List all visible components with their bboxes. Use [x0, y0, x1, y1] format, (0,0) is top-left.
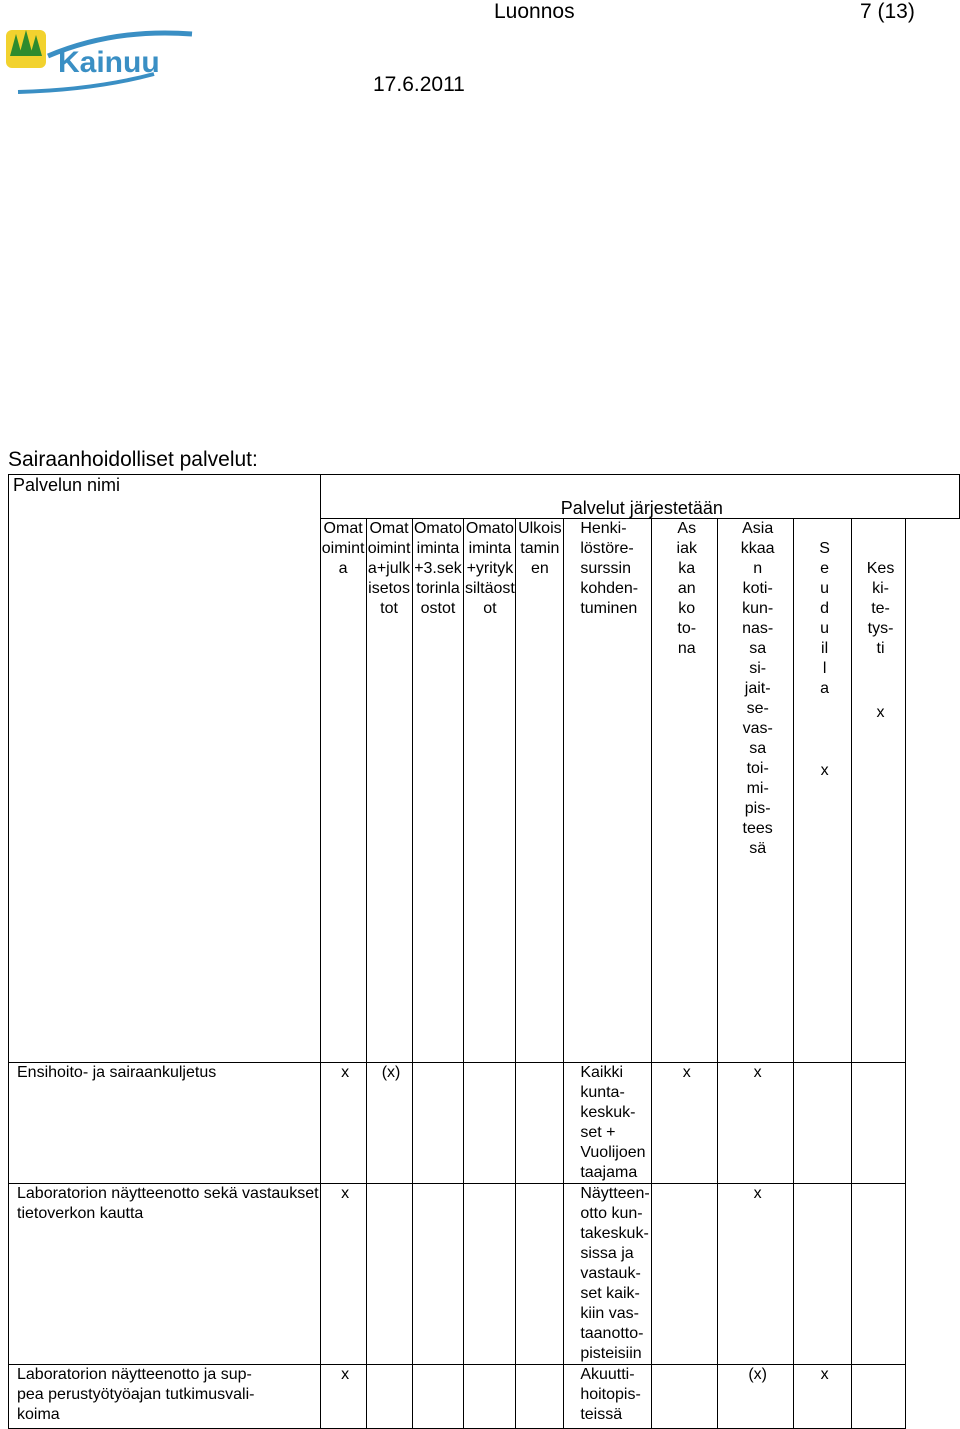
page-number: 7 (13) [860, 0, 915, 23]
col-header-9-label: S e u d u il l a [819, 540, 830, 697]
row-cell-4 [464, 1184, 516, 1365]
col-header-5: Ulkoistaminen [516, 519, 564, 1063]
table-spacer [906, 519, 960, 1063]
table-row [9, 1184, 960, 1365]
col-header-2: Omatoiminta+julkisetostot [366, 519, 412, 1063]
kainuu-logo [4, 26, 194, 98]
service-name-header: Palvelun nimi [9, 475, 321, 1063]
row-cell-5 [516, 1184, 564, 1365]
row-cell-5 [516, 1365, 564, 1429]
table-spacer [906, 1184, 960, 1365]
table-spacer [906, 1063, 960, 1184]
table-spacer [906, 1365, 960, 1429]
document-date: 17.6.2011 [373, 73, 465, 96]
services-table [8, 474, 960, 1429]
table-row [9, 1063, 960, 1184]
row-cell-6: Näytteen- otto kun- takeskuk- sissa ja vastauk- set kaik- kiin vas- taanotto- pisteisiin [564, 1184, 652, 1365]
row-cell-8: x [718, 1063, 794, 1184]
row-cell-2: (x) [366, 1063, 412, 1184]
row-cell-9: x [794, 1365, 852, 1429]
row-cell-1: x [320, 1063, 366, 1184]
row-cell-7 [652, 1365, 718, 1429]
row-cell-7: x [652, 1063, 718, 1184]
col-header-1: Omatoiminta [320, 519, 366, 1063]
row-cell-3 [412, 1184, 464, 1365]
row-cell-8: (x) [718, 1365, 794, 1429]
row-cell-6: Akuutti- hoitopis- teissä [564, 1365, 652, 1429]
col-header-9-mark: x [820, 762, 829, 779]
col-header-10-mark: x [876, 704, 885, 721]
row-service-name: Ensihoito- ja sairaankuljetus [9, 1063, 321, 1184]
col-header-9 [794, 519, 852, 1063]
row-cell-3 [412, 1063, 464, 1184]
row-cell-5 [516, 1063, 564, 1184]
row-cell-3 [412, 1365, 464, 1429]
row-cell-1: x [320, 1184, 366, 1365]
row-cell-1: x [320, 1365, 366, 1429]
section-title: Sairaanhoidolliset palvelut: [8, 448, 258, 471]
row-cell-2 [366, 1365, 412, 1429]
row-service-name: Laboratorion näytteenotto ja sup- pea perustyötyöajan tutkimusvali- koima [9, 1365, 321, 1429]
row-cell-10 [852, 1063, 906, 1184]
document-status: Luonnos [494, 0, 575, 23]
col-header-6: Henki- löstöre- surssin kohden- tuminen [564, 519, 652, 1063]
arranged-by-header: Palvelut järjestetään [320, 475, 959, 519]
col-header-10-label: Kes ki- te- tys- ti [866, 560, 895, 657]
col-header-4: Omatoiminta+yrityksiltäostot [464, 519, 516, 1063]
row-cell-9 [794, 1063, 852, 1184]
row-cell-7 [652, 1184, 718, 1365]
row-cell-4 [464, 1063, 516, 1184]
row-cell-10 [852, 1184, 906, 1365]
row-cell-8: x [718, 1184, 794, 1365]
table-row [9, 1365, 960, 1429]
col-header-8: Asia kkaa n koti- kun- nas- sa si- jait- se- vas- sa toi- mi- pis- tees sä [718, 519, 794, 1063]
logo-text: Kainuu [58, 46, 160, 79]
col-header-3: Omatoiminta+3.sektorinlaostot [412, 519, 464, 1063]
row-service-name: Laboratorion näytteenotto sekä vastaukset tietoverkon kautta [9, 1184, 321, 1365]
col-header-7: As iak ka an ko to- na [652, 519, 718, 1063]
row-cell-9 [794, 1184, 852, 1365]
row-cell-6: Kaikki kunta- keskuk- set + Vuolijoen taajama [564, 1063, 652, 1184]
row-cell-2 [366, 1184, 412, 1365]
tree-icon [6, 30, 46, 68]
row-cell-4 [464, 1365, 516, 1429]
row-cell-10 [852, 1365, 906, 1429]
col-header-10 [852, 519, 906, 1063]
